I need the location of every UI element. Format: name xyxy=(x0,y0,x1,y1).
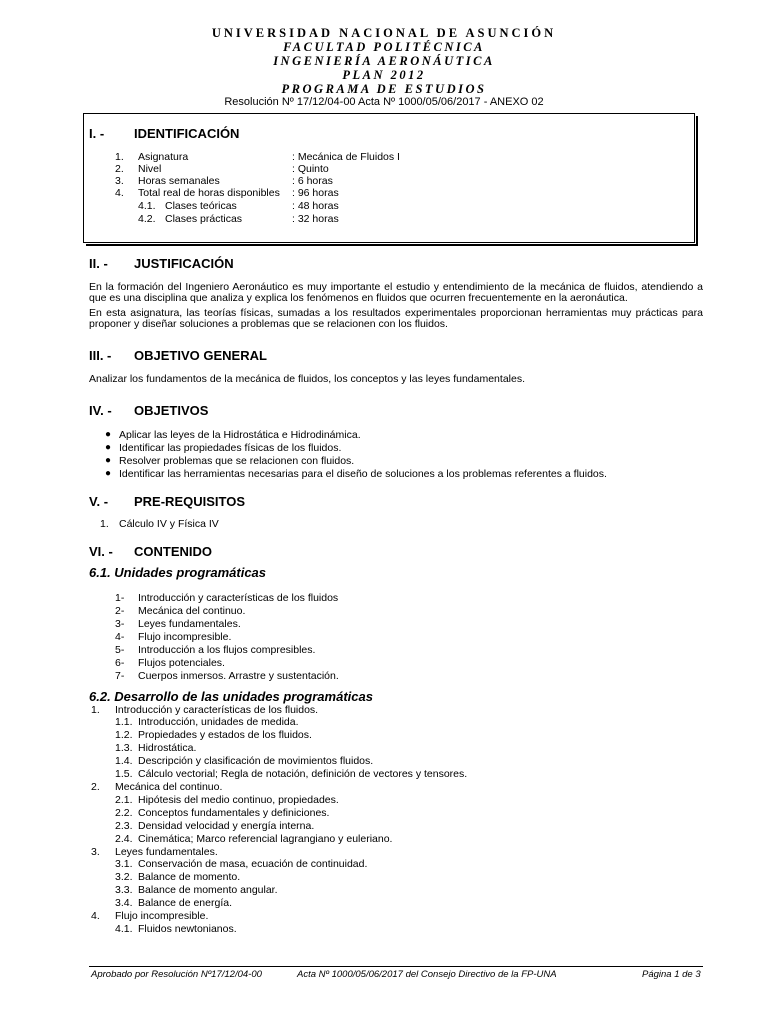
bullet-icon: ● xyxy=(105,429,112,440)
desarrollo-text: Mecánica del continuo. xyxy=(115,781,223,793)
subsection-desarrollo-unidades: 6.2. Desarrollo de las unidades programáticas xyxy=(89,689,373,704)
desarrollo-text: Balance de momento. xyxy=(138,871,241,883)
desarrollo-num: 3. xyxy=(91,846,100,858)
footer-acta: Acta Nº 1000/05/06/2017 del Consejo Directivo de la FP-UNA xyxy=(297,969,557,980)
footer-divider xyxy=(89,966,703,967)
id-row-label: Clases prácticas xyxy=(165,213,243,225)
section-title: OBJETIVO GENERAL xyxy=(134,348,267,363)
desarrollo-num: 4. xyxy=(91,910,100,922)
id-row-num: 1. xyxy=(115,151,124,163)
section-title: PRE-REQUISITOS xyxy=(134,494,246,509)
justificacion-paragraph-2: En esta asignatura, las teorías físicas, sumadas a los resultados experimentales proporcionan herramientas muy prácticas para proponer y diseñar soluciones a problemas que se relacionen con los fluidos. xyxy=(89,307,703,330)
unidad-num: 5- xyxy=(115,644,125,656)
desarrollo-num: 4.1. xyxy=(115,923,133,935)
desarrollo-text: Introducción y características de los fluidos. xyxy=(115,704,319,716)
desarrollo-num: 1. xyxy=(91,704,100,716)
faculty-title: FACULTAD POLITÉCNICA xyxy=(283,40,485,54)
footer-approval: Aprobado por Resolución Nº17/12/04-00 xyxy=(91,969,262,980)
section-number: I. - xyxy=(89,126,105,141)
desarrollo-num: 1.2. xyxy=(115,729,133,741)
id-row-value: : Mecánica de Fluidos I xyxy=(292,151,400,163)
unidad-text: Introducción y características de los fluidos xyxy=(138,592,339,604)
desarrollo-text: Conceptos fundamentales y definiciones. xyxy=(138,807,330,819)
desarrollo-num: 1.3. xyxy=(115,742,133,754)
bullet-icon: ● xyxy=(105,468,112,479)
career-title: INGENIERÍA AERONÁUTICA xyxy=(273,54,495,68)
desarrollo-text: Hipótesis del medio continuo, propiedades. xyxy=(138,794,339,806)
unidad-text: Flujos potenciales. xyxy=(138,657,225,669)
prerequisito-text: Cálculo IV y Física IV xyxy=(119,518,219,530)
unidad-num: 1- xyxy=(115,592,125,604)
id-row-label: Horas semanales xyxy=(138,175,220,187)
unidad-num: 3- xyxy=(115,618,125,630)
desarrollo-num: 3.3. xyxy=(115,884,133,896)
id-row-value: : 96 horas xyxy=(292,187,339,199)
objetivo-item: Identificar las herramientas necesarias para el diseño de soluciones a los problemas referentes a fluidos. xyxy=(119,468,607,480)
id-row-num: 4.2. xyxy=(138,213,156,225)
plan-title: PLAN 2012 xyxy=(342,68,426,82)
unidad-text: Introducción a los flujos compresibles. xyxy=(138,644,316,656)
id-row-label: Clases teóricas xyxy=(165,200,237,212)
unidad-text: Leyes fundamentales. xyxy=(138,618,241,630)
id-row-label: Total real de horas disponibles xyxy=(138,187,280,199)
bullet-icon: ● xyxy=(105,442,112,453)
desarrollo-num: 2.3. xyxy=(115,820,133,832)
id-row-label: Asignatura xyxy=(138,151,189,163)
desarrollo-num: 3.2. xyxy=(115,871,133,883)
footer-page-number: Página 1 de 3 xyxy=(642,969,701,980)
desarrollo-text: Flujo incompresible. xyxy=(115,910,209,922)
id-row-value: : Quinto xyxy=(292,163,329,175)
section-title: OBJETIVOS xyxy=(134,403,209,418)
desarrollo-text: Conservación de masa, ecuación de continuidad. xyxy=(138,858,368,870)
desarrollo-text: Hidrostática. xyxy=(138,742,197,754)
section-number: III. - xyxy=(89,348,112,363)
desarrollo-text: Propiedades y estados de los fluidos. xyxy=(138,729,312,741)
bullet-icon: ● xyxy=(105,455,112,466)
unidad-num: 6- xyxy=(115,657,125,669)
unidad-text: Mecánica del continuo. xyxy=(138,605,246,617)
unidad-text: Cuerpos inmersos. Arrastre y sustentación. xyxy=(138,670,339,682)
unidad-num: 7- xyxy=(115,670,125,682)
id-row-value: : 6 horas xyxy=(292,175,333,187)
objetivo-item: Resolver problemas que se relacionen con fluidos. xyxy=(119,455,355,467)
id-row-value: : 48 horas xyxy=(292,200,339,212)
section-number: VI. - xyxy=(89,544,113,559)
desarrollo-text: Balance de energía. xyxy=(138,897,232,909)
section-title: IDENTIFICACIÓN xyxy=(134,126,240,141)
desarrollo-text: Balance de momento angular. xyxy=(138,884,278,896)
desarrollo-text: Leyes fundamentales. xyxy=(115,846,218,858)
section-number: V. - xyxy=(89,494,109,509)
university-title: UNIVERSIDAD NACIONAL DE ASUNCIÓN xyxy=(211,26,557,40)
id-row-label: Nivel xyxy=(138,163,162,175)
desarrollo-num: 2.4. xyxy=(115,833,133,845)
desarrollo-num: 2.1. xyxy=(115,794,133,806)
prerequisito-num: 1. xyxy=(100,518,109,530)
id-row-value: : 32 horas xyxy=(292,213,339,225)
desarrollo-text: Cinemática; Marco referencial lagrangiano y euleriano. xyxy=(138,833,393,845)
objetivo-item: Identificar las propiedades físicas de los fluidos. xyxy=(119,442,342,454)
desarrollo-num: 1.4. xyxy=(115,755,133,767)
unidad-num: 2- xyxy=(115,605,125,617)
desarrollo-num: 1.5. xyxy=(115,768,133,780)
id-row-num: 4.1. xyxy=(138,200,156,212)
unidad-num: 4- xyxy=(115,631,125,643)
program-title: PROGRAMA DE ESTUDIOS xyxy=(281,82,487,96)
justificacion-paragraph-1: En la formación del Ingeniero Aeronáutico es muy importante el estudio y entendimiento de la mecánica de fluidos, atendiendo a que es una disciplina que analiza y explica los fenómenos en fluidos que ocurren frecuentemente en la aeronáutica. xyxy=(89,281,703,304)
id-row-num: 4. xyxy=(115,187,124,199)
section-title: JUSTIFICACIÓN xyxy=(134,256,234,271)
desarrollo-num: 3.4. xyxy=(115,897,133,909)
subsection-unidades-programaticas: 6.1. Unidades programáticas xyxy=(89,565,267,580)
desarrollo-text: Fluidos newtonianos. xyxy=(138,923,237,935)
desarrollo-num: 2.2. xyxy=(115,807,133,819)
desarrollo-num: 2. xyxy=(91,781,100,793)
section-number: II. - xyxy=(89,256,108,271)
desarrollo-text: Cálculo vectorial; Regla de notación, definición de vectores y tensores. xyxy=(138,768,468,780)
desarrollo-num: 3.1. xyxy=(115,858,133,870)
objetivo-item: Aplicar las leyes de la Hidrostática e Hidrodinámica. xyxy=(119,429,361,441)
section-number: IV. - xyxy=(89,403,112,418)
resolution-line: Resolución Nº 17/12/04-00 Acta Nº 1000/05/06/2017 - ANEXO 02 xyxy=(224,96,544,108)
desarrollo-text: Introducción, unidades de medida. xyxy=(138,716,299,728)
desarrollo-text: Densidad velocidad y energía interna. xyxy=(138,820,315,832)
id-row-num: 2. xyxy=(115,163,124,175)
desarrollo-text: Descripción y clasificación de movimientos fluidos. xyxy=(138,755,374,767)
desarrollo-num: 1.1. xyxy=(115,716,133,728)
id-row-num: 3. xyxy=(115,175,124,187)
unidad-text: Flujo incompresible. xyxy=(138,631,232,643)
objetivo-general-text: Analizar los fundamentos de la mecánica de fluidos, los conceptos y las leyes fundamentales. xyxy=(89,373,525,385)
section-title: CONTENIDO xyxy=(134,544,212,559)
